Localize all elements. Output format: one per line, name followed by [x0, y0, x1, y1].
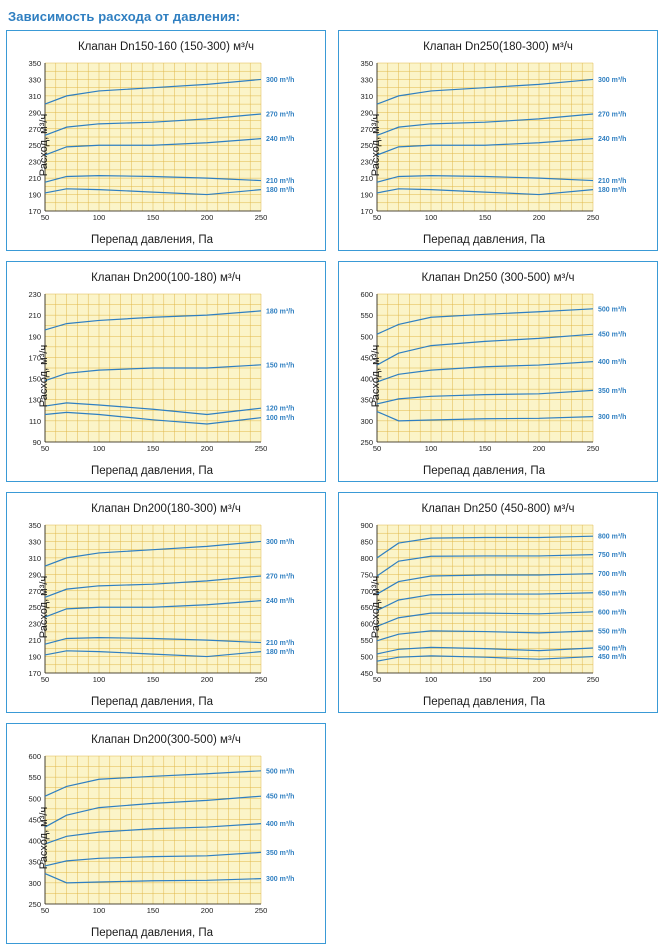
svg-text:500 m³/h: 500 m³/h [598, 306, 627, 314]
svg-text:190: 190 [28, 332, 41, 342]
svg-text:300: 300 [360, 416, 373, 426]
svg-text:330: 330 [28, 75, 41, 85]
chart-title: Клапан Dn200(300-500) м³/ч [91, 734, 241, 746]
chart-card-6 [6, 723, 326, 944]
svg-text:230: 230 [28, 619, 41, 629]
svg-text:200: 200 [200, 906, 214, 915]
chart-title: Клапан Dn200(180-300) м³/ч [91, 503, 241, 515]
svg-text:450: 450 [360, 669, 373, 678]
chart-card-0 [6, 30, 326, 251]
svg-text:550: 550 [360, 636, 373, 646]
charts-grid [0, 30, 667, 944]
x-axis-label: Перепад давления, Па [90, 234, 214, 246]
svg-text:50: 50 [40, 444, 50, 453]
chart-canvas [11, 288, 321, 460]
svg-text:500 m³/h: 500 m³/h [598, 645, 627, 653]
svg-text:50: 50 [40, 213, 50, 222]
svg-text:130: 130 [28, 395, 41, 405]
svg-text:500: 500 [360, 332, 373, 342]
svg-text:650: 650 [360, 603, 373, 613]
svg-text:290: 290 [28, 108, 41, 118]
chart-row-4 [6, 723, 661, 944]
svg-text:800: 800 [360, 553, 373, 563]
svg-text:180 m³/h: 180 m³/h [266, 187, 295, 195]
svg-text:600: 600 [360, 290, 373, 299]
chart-title: Клапан Dn250 (300-500) м³/ч [421, 272, 575, 284]
svg-text:270: 270 [28, 586, 41, 596]
chart-row-2 [6, 261, 661, 482]
svg-text:100: 100 [92, 675, 106, 684]
svg-text:450: 450 [360, 353, 373, 363]
svg-text:100: 100 [424, 675, 438, 684]
svg-text:240 m³/h: 240 m³/h [266, 136, 295, 144]
svg-text:120 m³/h: 120 m³/h [266, 405, 295, 413]
svg-text:250: 250 [586, 675, 600, 684]
svg-text:250: 250 [586, 213, 600, 222]
svg-text:150: 150 [146, 444, 160, 453]
svg-text:200: 200 [532, 444, 546, 453]
svg-text:200: 200 [532, 213, 546, 222]
svg-text:900: 900 [360, 521, 373, 530]
svg-text:50: 50 [372, 444, 382, 453]
svg-text:350 m³/h: 350 m³/h [598, 387, 627, 395]
chart-canvas [11, 519, 321, 691]
svg-text:700: 700 [360, 586, 373, 596]
chart-title: Клапан Dn150-160 (150-300) м³/ч [77, 41, 255, 53]
svg-text:300 m³/h: 300 m³/h [266, 538, 295, 546]
svg-text:650 m³/h: 650 m³/h [598, 590, 627, 598]
svg-text:250: 250 [254, 213, 268, 222]
y-axis-label: Расход, м³/ч [370, 575, 383, 638]
svg-text:550: 550 [28, 773, 41, 783]
svg-text:100: 100 [92, 213, 106, 222]
svg-text:150: 150 [146, 213, 160, 222]
svg-text:500: 500 [28, 794, 41, 804]
y-axis-label: Расход, м³/ч [38, 806, 51, 869]
svg-text:210: 210 [28, 636, 41, 646]
svg-text:230: 230 [360, 157, 373, 167]
chart-card-5 [338, 492, 658, 713]
svg-text:600: 600 [360, 619, 373, 629]
svg-text:250: 250 [28, 900, 41, 909]
svg-text:300 m³/h: 300 m³/h [266, 76, 295, 84]
svg-text:550 m³/h: 550 m³/h [598, 628, 627, 636]
y-axis-label: Расход, м³/ч [38, 344, 51, 407]
svg-text:400: 400 [28, 836, 41, 846]
chart-row-3 [6, 492, 661, 713]
svg-text:700 m³/h: 700 m³/h [598, 571, 627, 579]
svg-text:450 m³/h: 450 m³/h [598, 331, 627, 339]
svg-text:100: 100 [92, 444, 106, 453]
svg-text:100: 100 [92, 906, 106, 915]
svg-text:240 m³/h: 240 m³/h [598, 136, 627, 144]
svg-text:50: 50 [372, 675, 382, 684]
plot-area [11, 288, 321, 463]
svg-text:350: 350 [28, 59, 41, 68]
svg-text:270 m³/h: 270 m³/h [266, 111, 295, 119]
svg-text:290: 290 [360, 108, 373, 118]
plot-area [343, 288, 653, 463]
y-axis-label: Расход, м³/ч [38, 575, 51, 638]
svg-text:270: 270 [28, 124, 41, 134]
plot-area [11, 750, 321, 925]
svg-text:500 m³/h: 500 m³/h [266, 768, 295, 776]
svg-text:250: 250 [254, 675, 268, 684]
svg-text:400 m³/h: 400 m³/h [598, 359, 627, 367]
svg-text:270 m³/h: 270 m³/h [598, 111, 627, 119]
svg-text:350 m³/h: 350 m³/h [266, 849, 295, 857]
svg-text:150: 150 [478, 675, 492, 684]
svg-text:350: 350 [28, 521, 41, 530]
svg-text:240 m³/h: 240 m³/h [266, 598, 295, 606]
svg-text:270: 270 [360, 124, 373, 134]
plot-area [343, 519, 653, 694]
y-axis-label: Расход, м³/ч [370, 113, 383, 176]
svg-text:250: 250 [360, 438, 373, 447]
svg-text:550: 550 [360, 311, 373, 321]
svg-text:310: 310 [28, 553, 41, 563]
svg-text:150: 150 [28, 374, 41, 384]
svg-text:330: 330 [360, 75, 373, 85]
svg-text:600 m³/h: 600 m³/h [598, 609, 627, 617]
plot-area [343, 57, 653, 232]
svg-text:250: 250 [28, 141, 41, 151]
svg-text:110: 110 [29, 416, 41, 426]
svg-text:210: 210 [28, 174, 41, 184]
svg-text:100: 100 [424, 444, 438, 453]
svg-text:230: 230 [28, 157, 41, 167]
svg-text:200: 200 [200, 675, 214, 684]
svg-text:300: 300 [28, 878, 41, 888]
plot-area [11, 57, 321, 232]
chart-card-2 [6, 261, 326, 482]
svg-text:170: 170 [28, 669, 41, 678]
svg-text:150: 150 [478, 213, 492, 222]
svg-text:190: 190 [360, 190, 373, 200]
chart-row-1 [6, 30, 661, 251]
svg-text:170: 170 [360, 207, 373, 216]
svg-text:210 m³/h: 210 m³/h [598, 178, 627, 186]
svg-text:210: 210 [28, 311, 41, 321]
svg-text:190: 190 [28, 652, 41, 662]
svg-text:150: 150 [478, 444, 492, 453]
svg-text:250: 250 [360, 141, 373, 151]
svg-text:300 m³/h: 300 m³/h [598, 76, 627, 84]
svg-text:350: 350 [28, 857, 41, 867]
svg-text:210: 210 [360, 174, 373, 184]
svg-text:300 m³/h: 300 m³/h [266, 876, 295, 884]
svg-text:200: 200 [532, 675, 546, 684]
svg-text:300 m³/h: 300 m³/h [598, 414, 627, 422]
svg-text:200: 200 [200, 213, 214, 222]
chart-canvas [11, 750, 321, 922]
chart-title: Клапан Dn200(100-180) м³/ч [91, 272, 241, 284]
svg-text:250: 250 [586, 444, 600, 453]
svg-text:250: 250 [254, 906, 268, 915]
svg-text:270 m³/h: 270 m³/h [266, 573, 295, 581]
y-axis-label: Расход, м³/ч [370, 344, 383, 407]
chart-canvas [343, 57, 653, 229]
svg-text:310: 310 [360, 91, 373, 101]
chart-canvas [343, 519, 653, 691]
y-axis-label: Расход, м³/ч [38, 113, 51, 176]
chart-card-3 [338, 261, 658, 482]
svg-text:170: 170 [28, 207, 41, 216]
svg-text:850: 850 [360, 537, 373, 547]
chart-title: Клапан Dn250 (450-800) м³/ч [421, 503, 575, 515]
svg-text:150: 150 [146, 906, 160, 915]
svg-text:180 m³/h: 180 m³/h [598, 187, 627, 195]
svg-text:500: 500 [360, 652, 373, 662]
svg-text:180 m³/h: 180 m³/h [266, 649, 295, 657]
svg-text:210 m³/h: 210 m³/h [266, 178, 295, 186]
chart-canvas [11, 57, 321, 229]
svg-text:230: 230 [28, 290, 41, 299]
svg-text:750 m³/h: 750 m³/h [598, 552, 627, 560]
x-axis-label: Перепад давления, Па [422, 465, 546, 477]
svg-text:350: 350 [360, 59, 373, 68]
svg-text:50: 50 [40, 906, 50, 915]
svg-text:250: 250 [28, 603, 41, 613]
svg-text:170: 170 [28, 353, 41, 363]
svg-text:100 m³/h: 100 m³/h [266, 415, 295, 423]
svg-text:310: 310 [28, 91, 41, 101]
svg-text:330: 330 [28, 537, 41, 547]
svg-text:250: 250 [254, 444, 268, 453]
svg-text:100: 100 [424, 213, 438, 222]
svg-text:50: 50 [40, 675, 50, 684]
svg-text:200: 200 [200, 444, 214, 453]
x-axis-label: Перепад давления, Па [422, 234, 546, 246]
svg-text:750: 750 [360, 570, 373, 580]
svg-text:190: 190 [28, 190, 41, 200]
svg-text:400 m³/h: 400 m³/h [266, 821, 295, 829]
svg-text:180 m³/h: 180 m³/h [266, 308, 295, 316]
svg-text:90: 90 [32, 438, 41, 447]
svg-text:450 m³/h: 450 m³/h [266, 793, 295, 801]
page-title: Зависимость расхода от давления: [8, 9, 241, 24]
x-axis-label: Перепад давления, Па [422, 696, 546, 708]
svg-text:210 m³/h: 210 m³/h [266, 640, 295, 648]
svg-text:400: 400 [360, 374, 373, 384]
svg-text:450 m³/h: 450 m³/h [598, 654, 627, 662]
svg-text:150: 150 [146, 675, 160, 684]
chart-canvas [343, 288, 653, 460]
svg-text:450: 450 [28, 815, 41, 825]
x-axis-label: Перепад давления, Па [90, 696, 214, 708]
x-axis-label: Перепад давления, Па [90, 927, 214, 939]
svg-text:290: 290 [28, 570, 41, 580]
chart-card-4 [6, 492, 326, 713]
svg-text:800 m³/h: 800 m³/h [598, 533, 627, 541]
svg-text:50: 50 [372, 213, 382, 222]
svg-text:350: 350 [360, 395, 373, 405]
svg-text:150 m³/h: 150 m³/h [266, 362, 295, 370]
plot-area [11, 519, 321, 694]
x-axis-label: Перепад давления, Па [90, 465, 214, 477]
svg-text:600: 600 [28, 752, 41, 761]
chart-title: Клапан Dn250(180-300) м³/ч [423, 41, 573, 53]
chart-card-1 [338, 30, 658, 251]
